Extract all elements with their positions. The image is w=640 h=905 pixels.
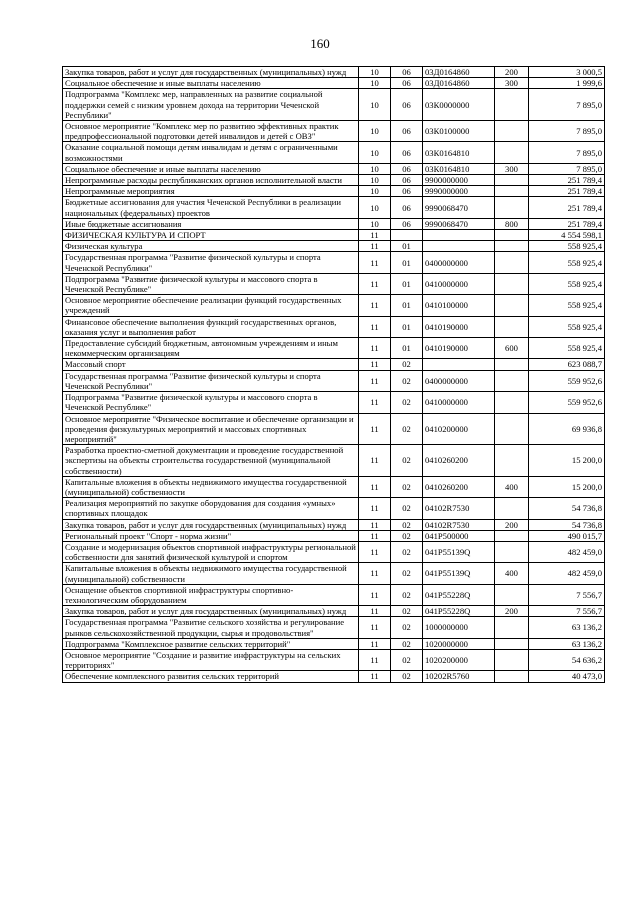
row-expense-type-cell [495,445,529,477]
row-name-cell: Бюджетные ассигнования для участия Чеченской Республики в реализации национальных (федеральных) проектов [63,197,359,218]
row-amount-cell: 4 554 598,1 [529,230,605,241]
row-subsection-cell: 02 [391,519,423,530]
table-row [63,563,605,584]
table-row [63,89,605,121]
row-subsection-cell: 02 [391,584,423,605]
row-amount-cell: 251 789,4 [529,218,605,229]
row-section-cell: 10 [359,186,391,197]
row-section-cell: 10 [359,121,391,142]
row-expense-type-cell [495,541,529,562]
row-target-article-cell: 0410260200 [423,445,495,477]
budget-table [62,66,605,683]
row-expense-type-cell: 600 [495,338,529,359]
table-row [63,230,605,241]
row-name-cell: Оказание социальной помощи детям инвалидам и детям с ограниченными возможностями [63,142,359,163]
row-section-cell: 10 [359,89,391,121]
row-subsection-cell: 06 [391,67,423,78]
table-row [63,476,605,497]
row-target-article-cell: 9990000000 [423,186,495,197]
row-expense-type-cell [495,359,529,370]
row-expense-type-cell [495,295,529,316]
row-section-cell: 10 [359,142,391,163]
row-target-article-cell [423,241,495,252]
row-name-cell: Предоставление субсидий бюджетным, автономным учреждениям и иным некоммерческим организациям [63,338,359,359]
row-name-cell: Подпрограмма "Развитие физической культуры и массового спорта в Чеченской Республике" [63,273,359,294]
row-expense-type-cell [495,413,529,445]
row-target-article-cell: 9990068470 [423,197,495,218]
row-target-article-cell: 03К0000000 [423,89,495,121]
row-amount-cell: 63 136,2 [529,617,605,638]
row-amount-cell: 3 000,5 [529,67,605,78]
row-section-cell: 11 [359,359,391,370]
table-row [63,541,605,562]
row-amount-cell: 251 789,4 [529,186,605,197]
row-expense-type-cell [495,649,529,670]
row-expense-type-cell [495,197,529,218]
row-subsection-cell: 02 [391,498,423,519]
row-amount-cell: 7 556,7 [529,584,605,605]
row-subsection-cell: 06 [391,197,423,218]
row-expense-type-cell [495,273,529,294]
row-amount-cell: 558 925,4 [529,273,605,294]
row-subsection-cell: 06 [391,89,423,121]
table-row [63,142,605,163]
row-target-article-cell: 041P55139Q [423,563,495,584]
table-row [63,498,605,519]
row-target-article-cell: 04102R7530 [423,498,495,519]
page-number: 160 [310,36,330,51]
row-subsection-cell: 02 [391,541,423,562]
row-target-article-cell [423,230,495,241]
row-amount-cell: 490 015,7 [529,530,605,541]
row-target-article-cell: 0410260200 [423,476,495,497]
row-subsection-cell: 02 [391,445,423,477]
row-expense-type-cell: 200 [495,519,529,530]
row-expense-type-cell [495,230,529,241]
row-name-cell: Оснащение объектов спортивной инфраструктуры спортивно-технологическим оборудованием [63,584,359,605]
table-row [63,649,605,670]
table-row [63,316,605,337]
row-amount-cell: 1 999,6 [529,78,605,89]
row-subsection-cell [391,230,423,241]
row-section-cell: 11 [359,230,391,241]
row-name-cell: Разработка проектно-сметной документации и проведение государственной экспертизы на объекты строительства государственной (муниципальной собственности) [63,445,359,477]
row-expense-type-cell [495,584,529,605]
row-section-cell: 11 [359,498,391,519]
table-row [63,671,605,682]
row-target-article-cell: 1000000000 [423,617,495,638]
row-target-article-cell: 03К0100000 [423,121,495,142]
row-target-article-cell: 9990068470 [423,218,495,229]
row-name-cell: Массовый спорт [63,359,359,370]
row-expense-type-cell [495,316,529,337]
row-section-cell: 11 [359,606,391,617]
row-subsection-cell: 02 [391,617,423,638]
table-row [63,175,605,186]
row-subsection-cell: 06 [391,186,423,197]
row-name-cell: Создание и модернизация объектов спортивной инфраструктуры региональной собственности для занятий физической культурой и спортом [63,541,359,562]
row-section-cell: 10 [359,163,391,174]
row-section-cell: 11 [359,617,391,638]
row-name-cell: Закупка товаров, работ и услуг для государственных (муниципальных) нужд [63,606,359,617]
table-row [63,67,605,78]
row-amount-cell: 559 952,6 [529,392,605,413]
row-amount-cell: 40 473,0 [529,671,605,682]
row-section-cell: 10 [359,67,391,78]
row-expense-type-cell [495,617,529,638]
row-expense-type-cell: 300 [495,78,529,89]
row-name-cell: Социальное обеспечение и иные выплаты населению [63,78,359,89]
row-name-cell: Реализация мероприятий по закупке оборудования для создания «умных» спортивных площадок [63,498,359,519]
row-section-cell: 11 [359,370,391,391]
table-row [63,413,605,445]
row-subsection-cell: 02 [391,359,423,370]
row-section-cell: 11 [359,252,391,273]
row-target-article-cell: 0400000000 [423,252,495,273]
row-subsection-cell: 01 [391,316,423,337]
row-target-article-cell: 04102R7530 [423,519,495,530]
row-section-cell: 11 [359,273,391,294]
row-name-cell: Непрограммные мероприятия [63,186,359,197]
row-target-article-cell: 03К0164810 [423,163,495,174]
row-expense-type-cell [495,89,529,121]
row-section-cell: 11 [359,671,391,682]
row-subsection-cell: 06 [391,175,423,186]
row-amount-cell: 7 556,7 [529,606,605,617]
row-subsection-cell: 02 [391,392,423,413]
row-name-cell: Государственная программа "Развитие физической культуры и спорта Чеченской Республики" [63,252,359,273]
row-section-cell: 11 [359,649,391,670]
table-row [63,445,605,477]
row-target-article-cell: 0400000000 [423,370,495,391]
row-expense-type-cell [495,241,529,252]
row-expense-type-cell [495,392,529,413]
row-section-cell: 11 [359,392,391,413]
table-row [63,163,605,174]
row-name-cell: Закупка товаров, работ и услуг для государственных (муниципальных) нужд [63,519,359,530]
row-name-cell: Подпрограмма "Комплекс мер, направленных на развитие социальной поддержки семей с низким уровнем дохода на территории Чеченской Республики" [63,89,359,121]
table-row [63,78,605,89]
row-subsection-cell: 02 [391,530,423,541]
row-target-article-cell: 03Д0164860 [423,67,495,78]
table-row [63,530,605,541]
row-name-cell: Закупка товаров, работ и услуг для государственных (муниципальных) нужд [63,67,359,78]
row-name-cell: Региональный проект "Спорт - норма жизни" [63,530,359,541]
row-amount-cell: 558 925,4 [529,252,605,273]
row-amount-cell: 7 895,0 [529,89,605,121]
row-subsection-cell: 02 [391,476,423,497]
row-amount-cell: 559 952,6 [529,370,605,391]
row-target-article-cell: 041P500000 [423,530,495,541]
row-amount-cell: 558 925,4 [529,316,605,337]
row-name-cell: Капитальные вложения в объекты недвижимого имущества государственной (муниципальной) собственности [63,563,359,584]
row-section-cell: 10 [359,197,391,218]
row-subsection-cell: 06 [391,163,423,174]
row-amount-cell: 54 736,8 [529,519,605,530]
row-expense-type-cell: 400 [495,563,529,584]
row-expense-type-cell: 200 [495,67,529,78]
row-section-cell: 10 [359,175,391,186]
row-subsection-cell: 06 [391,142,423,163]
row-name-cell: Социальное обеспечение и иные выплаты населению [63,163,359,174]
row-name-cell: Государственная программа "Развитие сельского хозяйства и регулирование рынков сельскохозяйственной продукции, сырья и продовольствия" [63,617,359,638]
row-expense-type-cell [495,175,529,186]
row-section-cell: 11 [359,541,391,562]
row-subsection-cell: 06 [391,218,423,229]
table-row [63,584,605,605]
row-section-cell: 11 [359,638,391,649]
row-amount-cell: 15 200,0 [529,445,605,477]
row-amount-cell: 558 925,4 [529,295,605,316]
row-target-article-cell: 0410200000 [423,413,495,445]
row-subsection-cell: 01 [391,241,423,252]
row-section-cell: 11 [359,338,391,359]
table-row [63,606,605,617]
row-subsection-cell: 01 [391,338,423,359]
row-expense-type-cell [495,186,529,197]
row-amount-cell: 7 895,0 [529,142,605,163]
row-expense-type-cell: 400 [495,476,529,497]
row-expense-type-cell [495,142,529,163]
row-expense-type-cell: 300 [495,163,529,174]
row-target-article-cell: 03К0164810 [423,142,495,163]
row-name-cell: ФИЗИЧЕСКАЯ КУЛЬТУРА И СПОРТ [63,230,359,241]
row-section-cell: 11 [359,445,391,477]
row-amount-cell: 251 789,4 [529,197,605,218]
row-name-cell: Основное мероприятие "Физическое воспитание и обеспечение организации и проведения физкультурных мероприятий и массовых спортивных мероприятий" [63,413,359,445]
row-section-cell: 11 [359,413,391,445]
row-subsection-cell: 01 [391,252,423,273]
row-name-cell: Обеспечение комплексного развития сельских территорий [63,671,359,682]
table-row [63,218,605,229]
row-amount-cell: 558 925,4 [529,338,605,359]
table-row [63,392,605,413]
row-amount-cell: 54 736,8 [529,498,605,519]
table-row [63,370,605,391]
row-subsection-cell: 06 [391,121,423,142]
row-section-cell: 11 [359,476,391,497]
row-name-cell: Подпрограмма "Развитие физической культуры и массового спорта в Чеченской Республике" [63,392,359,413]
row-target-article-cell [423,359,495,370]
row-amount-cell: 15 200,0 [529,476,605,497]
row-subsection-cell: 02 [391,671,423,682]
row-target-article-cell: 041P55228Q [423,606,495,617]
row-amount-cell: 251 789,4 [529,175,605,186]
row-section-cell: 11 [359,241,391,252]
row-name-cell: Основное мероприятие обеспечение реализации функций государственных учреждений [63,295,359,316]
row-amount-cell: 7 895,0 [529,121,605,142]
row-target-article-cell: 0410000000 [423,392,495,413]
row-target-article-cell: 1020000000 [423,638,495,649]
row-subsection-cell: 01 [391,295,423,316]
row-subsection-cell: 02 [391,638,423,649]
row-amount-cell: 623 088,7 [529,359,605,370]
row-section-cell: 11 [359,584,391,605]
row-section-cell: 11 [359,530,391,541]
table-row [63,519,605,530]
row-amount-cell: 63 136,2 [529,638,605,649]
row-name-cell: Государственная программа "Развитие физической культуры и спорта Чеченской Республики" [63,370,359,391]
row-target-article-cell: 10202R5760 [423,671,495,682]
row-section-cell: 10 [359,218,391,229]
row-expense-type-cell [495,252,529,273]
row-amount-cell: 558 925,4 [529,241,605,252]
row-section-cell: 11 [359,316,391,337]
row-target-article-cell: 0410000000 [423,273,495,294]
row-target-article-cell: 041P55139Q [423,541,495,562]
row-section-cell: 10 [359,78,391,89]
budget-table-body [63,67,605,683]
row-amount-cell: 7 895,0 [529,163,605,174]
row-expense-type-cell [495,121,529,142]
row-target-article-cell: 0410100000 [423,295,495,316]
row-name-cell: Непрограммные расходы республиканских органов исполнительной власти [63,175,359,186]
row-amount-cell: 54 636,2 [529,649,605,670]
table-row [63,186,605,197]
table-row [63,121,605,142]
row-subsection-cell: 02 [391,606,423,617]
row-name-cell: Капитальные вложения в объекты недвижимого имущества государственной (муниципальной) собственности [63,476,359,497]
row-amount-cell: 69 936,8 [529,413,605,445]
row-section-cell: 11 [359,295,391,316]
row-name-cell: Иные бюджетные ассигнования [63,218,359,229]
table-row [63,638,605,649]
table-row [63,241,605,252]
row-subsection-cell: 02 [391,649,423,670]
row-subsection-cell: 02 [391,370,423,391]
row-section-cell: 11 [359,563,391,584]
table-row [63,273,605,294]
row-name-cell: Подпрограмма "Комплексное развитие сельских территорий" [63,638,359,649]
row-subsection-cell: 01 [391,273,423,294]
table-row [63,197,605,218]
table-row [63,359,605,370]
row-target-article-cell: 03Д0164860 [423,78,495,89]
row-target-article-cell: 041P55228Q [423,584,495,605]
row-amount-cell: 482 459,0 [529,541,605,562]
table-row [63,252,605,273]
row-expense-type-cell: 800 [495,218,529,229]
row-section-cell: 11 [359,519,391,530]
row-amount-cell: 482 459,0 [529,563,605,584]
table-row [63,338,605,359]
row-expense-type-cell [495,638,529,649]
row-expense-type-cell: 200 [495,606,529,617]
row-subsection-cell: 02 [391,563,423,584]
row-expense-type-cell [495,498,529,519]
row-target-article-cell: 0410190000 [423,316,495,337]
row-subsection-cell: 02 [391,413,423,445]
row-subsection-cell: 06 [391,78,423,89]
row-expense-type-cell [495,671,529,682]
row-name-cell: Основное мероприятие "Создание и развитие инфраструктуры на сельских территориях" [63,649,359,670]
row-expense-type-cell [495,370,529,391]
row-expense-type-cell [495,530,529,541]
row-name-cell: Финансовое обеспечение выполнения функций государственных органов, оказания услуг и выполнения работ [63,316,359,337]
table-row [63,295,605,316]
table-row [63,617,605,638]
row-target-article-cell: 9900000000 [423,175,495,186]
row-target-article-cell: 1020200000 [423,649,495,670]
row-name-cell: Физическая культура [63,241,359,252]
row-name-cell: Основное мероприятие "Комплекс мер по развитию эффективных практик предпрофессиональной подготовки детей инвалидов и детей с ОВЗ" [63,121,359,142]
row-target-article-cell: 0410190000 [423,338,495,359]
